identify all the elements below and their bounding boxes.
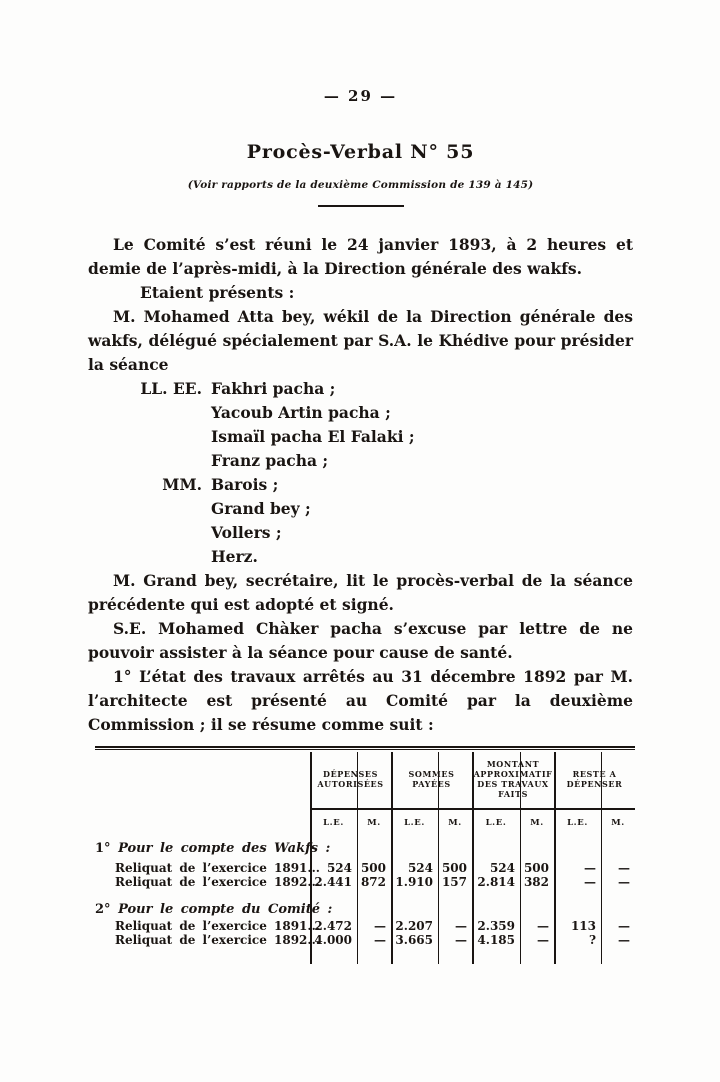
- table-row: [95, 861, 635, 875]
- list-item: [88, 545, 633, 569]
- cell-value: —: [618, 861, 630, 875]
- attendee-name: Ismaïl pacha El Falaki ;: [211, 427, 415, 446]
- column-header: SOMMES PAYÉES: [391, 752, 472, 810]
- cell-value: 872: [360, 875, 386, 889]
- cell-value: —: [618, 875, 630, 889]
- paragraph-works-intro: 1° L’état des travaux arrêtés au 31 décembre 1892 par M. l’architecte est présenté au Comité par la deuxième Commission ; il se résume comme suit :: [88, 667, 633, 734]
- attendee-name: Vollers ;: [211, 523, 282, 542]
- attendee-prefix: [88, 425, 202, 449]
- paragraph-presents: Etaient présents :: [140, 283, 295, 302]
- document-title: Procès-Verbal N° 55: [246, 141, 475, 163]
- cell-value: —: [537, 933, 549, 947]
- label-column-spacer: [95, 752, 310, 810]
- column-header: DÉPENSES AUTORISÉES: [310, 752, 391, 810]
- subcolumn-header: M.: [367, 818, 381, 828]
- cell-value: —: [455, 919, 467, 933]
- table-top-rule: [95, 746, 635, 750]
- section-title: Pour le compte du Comité :: [118, 902, 333, 917]
- section-title: Pour le compte des Wakfs :: [118, 841, 331, 856]
- column-header: MONTANT APPROXIMATIF DES TRAVAUX FAITS: [472, 752, 554, 810]
- cell-value: 4.185: [477, 933, 515, 947]
- cell-value: 2.207: [395, 919, 433, 933]
- cell-value: ?: [588, 933, 596, 947]
- table-row: [95, 875, 635, 889]
- attendee-prefix: [88, 545, 202, 569]
- column-header: RESTE A DÉPENSER: [554, 752, 635, 810]
- attendee-prefix: [88, 449, 202, 473]
- list-item: [88, 377, 633, 401]
- row-label: Reliquat de l’exercice 1891...: [115, 919, 320, 933]
- subcolumn-header: L.E.: [404, 818, 425, 828]
- subcolumn-header: M.: [530, 818, 544, 828]
- attendee-name: Yacoub Artin pacha ;: [211, 403, 391, 422]
- list-item: [88, 497, 633, 521]
- cell-value: 4.000: [314, 933, 352, 947]
- attendee-name: Grand bey ;: [211, 499, 311, 518]
- table-group-header-row: [95, 752, 635, 810]
- section-number: 1°: [95, 841, 111, 856]
- cell-value: 524: [489, 861, 515, 875]
- cell-value: 382: [523, 875, 549, 889]
- page-number: — 29 —: [323, 87, 398, 105]
- attendee-prefix: [88, 521, 202, 545]
- paragraph-excuse: S.E. Mohamed Chàker pacha s’excuse par lettre de ne pouvoir assister à la séance pour cause de santé.: [88, 619, 633, 662]
- cell-value: 500: [360, 861, 386, 875]
- subcolumn-header: L.E.: [485, 818, 507, 828]
- table-row: [95, 919, 635, 933]
- cell-value: —: [618, 919, 630, 933]
- attendee-name: Herz.: [211, 547, 258, 566]
- ornamental-rule: [318, 205, 404, 207]
- table-subheader-row: [95, 810, 635, 836]
- cell-value: 2.441: [314, 875, 352, 889]
- subcolumn-header: L.E.: [323, 818, 344, 828]
- cell-value: —: [584, 861, 596, 875]
- list-item: [88, 425, 633, 449]
- cell-value: —: [374, 919, 386, 933]
- list-item: [88, 521, 633, 545]
- document-subtitle: (Voir rapports de la deuxième Commission de 139 à 145): [187, 179, 534, 191]
- row-label: Reliquat de l’exercice 1892...: [115, 875, 320, 889]
- cell-value: —: [618, 933, 630, 947]
- cell-value: 2.814: [477, 875, 515, 889]
- attendee-name: Franz pacha ;: [211, 451, 329, 470]
- cell-value: 524: [326, 861, 352, 875]
- body-text: [88, 233, 633, 964]
- cell-value: —: [374, 933, 386, 947]
- cell-value: —: [537, 919, 549, 933]
- cell-value: 1.910: [395, 875, 433, 889]
- paragraph-opening: Le Comité s’est réuni le 24 janvier 1893, à 2 heures et demie de l’après-midi, à la Direction générale des wakfs.: [88, 235, 633, 278]
- table-row: [95, 933, 635, 947]
- cell-value: 2.359: [477, 919, 515, 933]
- cell-value: —: [584, 875, 596, 889]
- attendee-name: Barois ;: [211, 475, 279, 494]
- list-item: [88, 401, 633, 425]
- attendee-list: [88, 377, 633, 569]
- subcolumn-header: M.: [448, 818, 462, 828]
- row-label: Reliquat de l’exercice 1891...: [115, 861, 320, 875]
- list-item: [88, 473, 633, 497]
- list-item: [88, 449, 633, 473]
- cell-value: 524: [407, 861, 433, 875]
- cell-value: 3.665: [395, 933, 433, 947]
- row-label: Reliquat de l’exercice 1892...: [115, 933, 320, 947]
- cell-value: —: [455, 933, 467, 947]
- attendee-prefix: MM.: [162, 475, 202, 494]
- cell-value: 113: [570, 919, 596, 933]
- paragraph-president: M. Mohamed Atta bey, wékil de la Direction générale des wakfs, délégué spécialement par S.A. le Khédive pour présider la séance: [88, 307, 633, 374]
- subcolumn-header: M.: [611, 818, 625, 828]
- cell-value: 157: [441, 875, 467, 889]
- table-section-heading: [95, 837, 330, 861]
- subcolumn-header: L.E.: [567, 818, 588, 828]
- cell-value: 500: [523, 861, 549, 875]
- attendee-prefix: [88, 401, 202, 425]
- attendee-prefix: LL. EE.: [140, 379, 202, 398]
- financial-table: [95, 746, 635, 964]
- attendee-name: Fakhri pacha ;: [211, 379, 336, 398]
- attendee-prefix: [88, 497, 202, 521]
- paragraph-secretary: M. Grand bey, secrétaire, lit le procès-verbal de la séance précédente qui est adopté et signé.: [88, 571, 633, 614]
- cell-value: 2.472: [314, 919, 352, 933]
- cell-value: 500: [441, 861, 467, 875]
- section-number: 2°: [95, 902, 111, 917]
